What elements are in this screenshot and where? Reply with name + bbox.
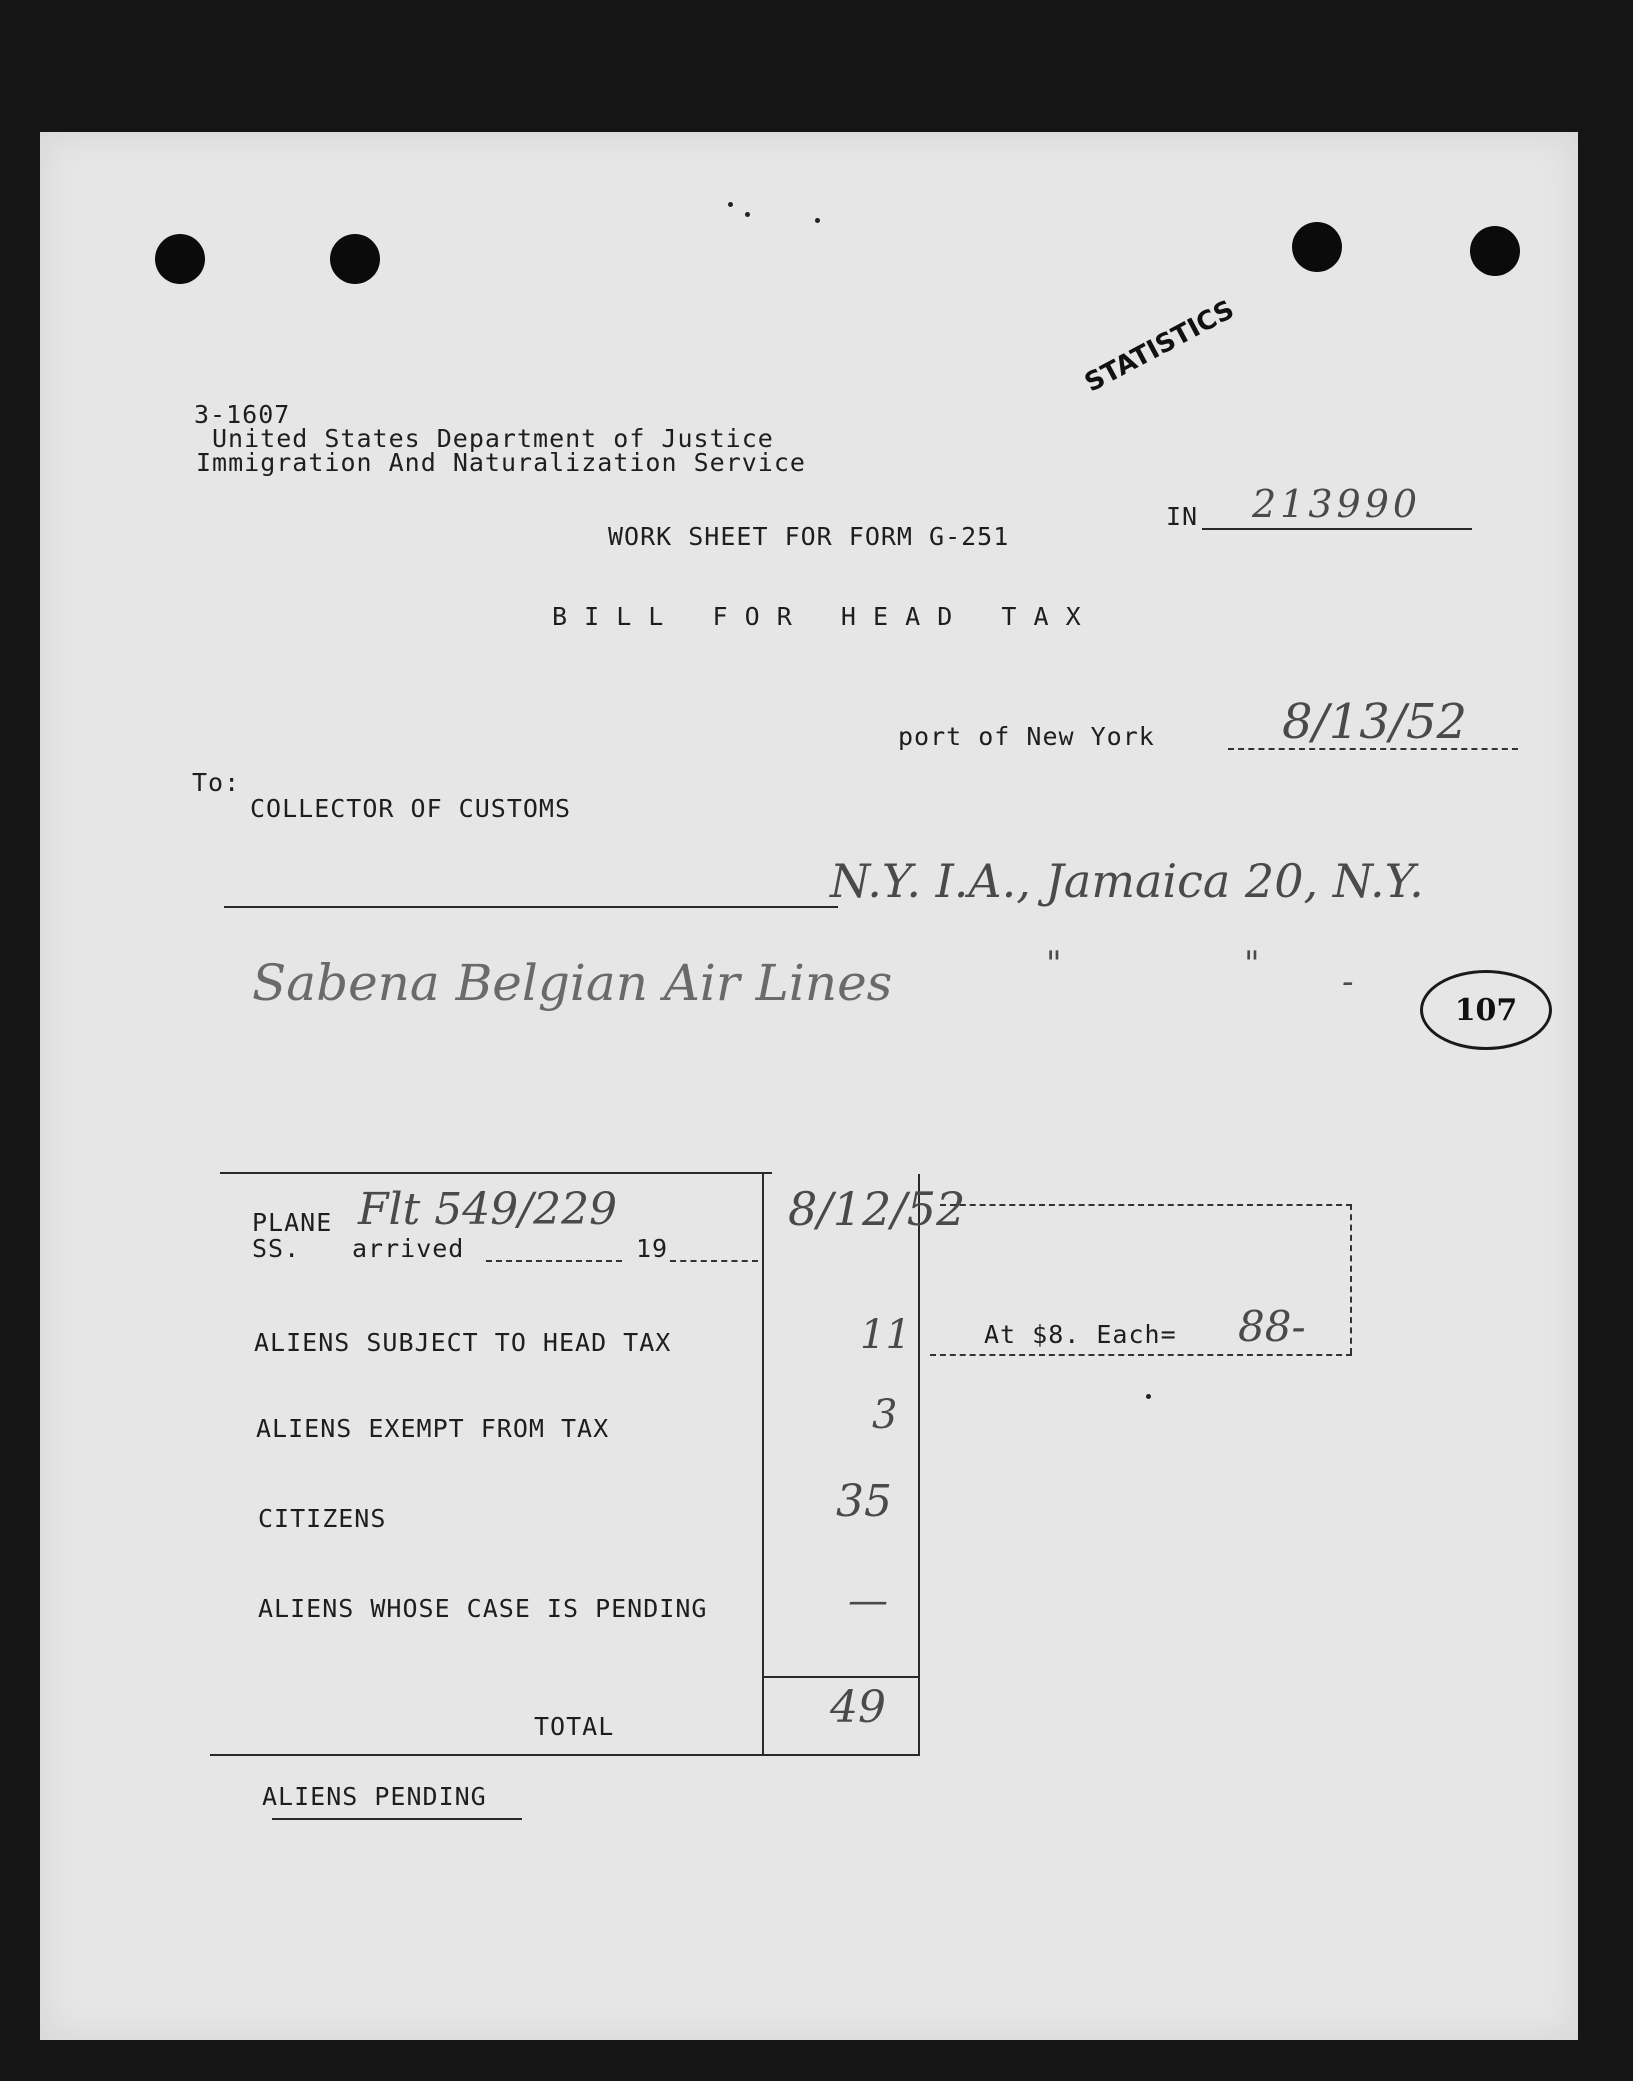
arrival-date-handwriting: 8/12/52	[788, 1182, 966, 1236]
service-name: Immigration And Naturalization Service	[196, 448, 806, 477]
rate-box-right	[1350, 1204, 1352, 1354]
row-value-citizens: 35	[836, 1476, 892, 1527]
row-label-exempt: ALIENS EXEMPT FROM TAX	[256, 1414, 610, 1443]
document-page	[40, 132, 1578, 2040]
to-label: To:	[192, 768, 241, 797]
bill-title: B I L L F O R H E A D T A X	[552, 602, 1082, 631]
arrived-label: arrived	[352, 1234, 465, 1263]
in-number-value: 213990	[1252, 482, 1422, 526]
carrier-handwriting: Sabena Belgian Air Lines	[252, 954, 893, 1012]
speck-mark	[1146, 1394, 1151, 1399]
row-value-pending: —	[848, 1578, 888, 1624]
address-line	[224, 906, 838, 908]
in-number-line	[1202, 528, 1472, 530]
punch-hole-icon	[1292, 222, 1342, 272]
punch-hole-icon	[155, 234, 205, 284]
dash-mark: -	[1342, 962, 1354, 1002]
plane-label: PLANE	[252, 1208, 333, 1237]
speck-mark	[815, 218, 820, 223]
rate-amount: 88-	[1238, 1302, 1306, 1351]
port-label: port of New York	[898, 722, 1155, 751]
department-name: United States Department of Justice	[212, 424, 774, 453]
speck-mark	[728, 202, 733, 207]
row-label-subject: ALIENS SUBJECT TO HEAD TAX	[254, 1328, 672, 1357]
row-label-citizens: CITIZENS	[258, 1504, 387, 1533]
year-line	[670, 1260, 758, 1262]
table-right-border	[918, 1174, 920, 1754]
rate-box-top	[940, 1204, 1352, 1206]
punch-hole-icon	[1470, 226, 1520, 276]
form-number: 3-1607	[194, 400, 291, 429]
rate-box-bottom	[930, 1354, 1352, 1356]
aliens-pending-underline	[272, 1818, 522, 1820]
in-label: IN	[1166, 502, 1199, 531]
speck-mark	[745, 212, 750, 217]
circled-number-text: 107	[1454, 992, 1518, 1028]
port-date-line	[1228, 748, 1518, 750]
total-separator-line	[764, 1676, 918, 1678]
rate-label: At $8. Each=	[984, 1320, 1177, 1349]
table-divider	[762, 1174, 764, 1754]
total-value: 49	[830, 1682, 886, 1733]
aliens-pending-label: ALIENS PENDING	[262, 1782, 487, 1811]
location-handwriting: N.Y. I.A., Jamaica 20, N.Y.	[830, 854, 1424, 908]
punch-hole-icon	[330, 234, 380, 284]
total-label: TOTAL	[534, 1712, 615, 1741]
table-top-line	[220, 1172, 772, 1174]
arrived-date-line	[486, 1260, 622, 1262]
collector-label: COLLECTOR OF CUSTOMS	[250, 794, 572, 823]
ditto-mark: "	[1046, 944, 1062, 984]
ditto-mark: "	[1244, 944, 1260, 984]
ss-label: SS.	[252, 1234, 301, 1263]
row-value-subject: 11	[860, 1312, 911, 1358]
circled-number	[1420, 970, 1552, 1050]
port-date: 8/13/52	[1282, 694, 1468, 750]
row-label-pending: ALIENS WHOSE CASE IS PENDING	[258, 1594, 708, 1623]
table-bottom-line	[210, 1754, 920, 1756]
year-prefix: 19	[636, 1234, 669, 1263]
worksheet-title: WORK SHEET FOR FORM G-251	[608, 522, 1010, 551]
flight-handwriting: Flt 549/229	[358, 1184, 618, 1235]
row-value-exempt: 3	[872, 1392, 898, 1438]
statistics-stamp: STATISTICS	[1080, 294, 1240, 399]
